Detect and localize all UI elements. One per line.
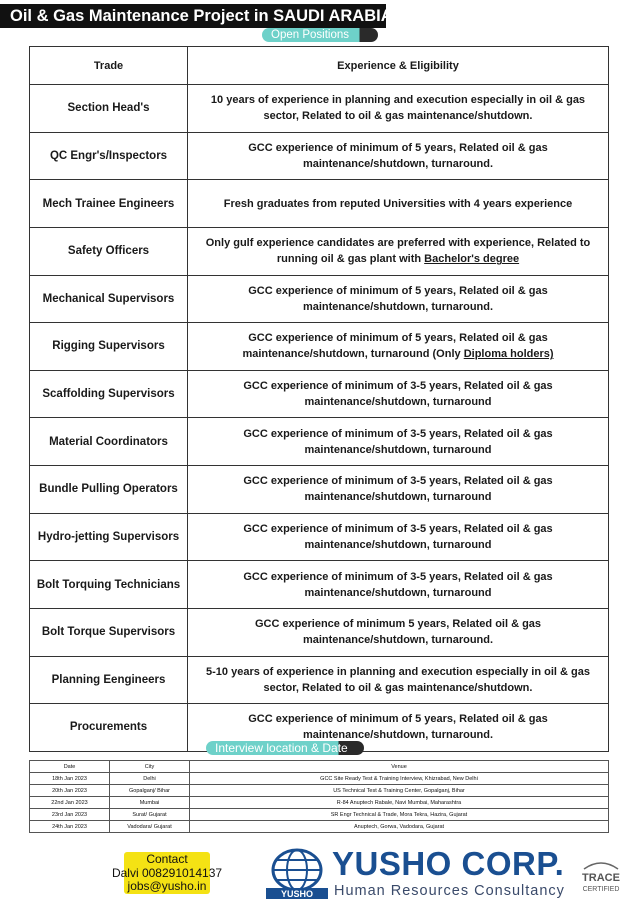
date-cell: 24th Jan 2023 — [30, 821, 110, 833]
date-cell: 23rd Jan 2023 — [30, 809, 110, 821]
table-row — [30, 773, 609, 785]
open-positions-label: Open Positions — [262, 28, 378, 42]
contact-phone[interactable]: Dalvi 008291014137 — [111, 865, 223, 880]
table-row — [30, 797, 609, 809]
experience-cell — [188, 323, 609, 371]
table-row — [30, 656, 609, 704]
experience-cell: GCC experience of minimum 5 years, Related oil & gas maintenance/shutdown, turnaround. — [188, 608, 609, 656]
venue-cell: Anuptech, Gorwa, Vadodara, Gujarat — [190, 821, 609, 833]
venue-column-header: Venue — [190, 761, 609, 773]
positions-header-row — [30, 47, 609, 85]
trade-cell: Planning Eengineers — [30, 656, 188, 704]
table-row — [30, 323, 609, 371]
trade-cell: Rigging Supervisors — [30, 323, 188, 371]
trade-cell: Safety Officers — [30, 227, 188, 275]
degree-requirement: Bachelor's degree — [424, 253, 520, 266]
date-column-header: Date — [30, 761, 110, 773]
table-row — [30, 466, 609, 514]
table-row — [30, 275, 609, 323]
trade-cell: Bundle Pulling Operators — [30, 466, 188, 514]
trade-cell: Section Head's — [30, 85, 188, 133]
experience-cell: GCC experience of minimum of 5 years, Related oil & gas maintenance/shutdown, turnaround. — [188, 704, 609, 752]
table-row — [30, 513, 609, 561]
table-row — [30, 608, 609, 656]
experience-cell: 5-10 years of experience in planning and execution especially in oil & gas sector, Related to oil & gas maintenance/shutdown. — [188, 656, 609, 704]
yusho-globe-logo-icon — [262, 848, 332, 900]
trade-cell: Scaffolding Supervisors — [30, 370, 188, 418]
trace-certified-badge-icon — [578, 855, 624, 895]
contact-email[interactable]: jobs@yusho.in — [127, 879, 207, 893]
trade-cell: QC Engr's/Inspectors — [30, 132, 188, 180]
interview-header-row — [30, 761, 609, 773]
city-cell: Gopalganj/ Bihar — [110, 785, 190, 797]
contact-heading: Contact — [146, 852, 188, 866]
table-row — [30, 821, 609, 833]
experience-text: GCC experience of minimum of 5 years, Related oil & gas maintenance/shutdown, turnaround (Only — [242, 332, 548, 361]
experience-cell: Fresh graduates from reputed Universities with 4 years experience — [188, 180, 609, 228]
contact-block — [98, 853, 236, 894]
trade-cell: Bolt Torque Supervisors — [30, 608, 188, 656]
venue-cell: R-84 Anuptech Rabale, Navi Mumbai, Maharashtra — [190, 797, 609, 809]
trade-cell: Mechanical Supervisors — [30, 275, 188, 323]
interview-table — [29, 760, 609, 833]
trade-cell: Hydro-jetting Supervisors — [30, 513, 188, 561]
table-row — [30, 561, 609, 609]
experience-cell: GCC experience of minimum of 3-5 years, Related oil & gas maintenance/shutdown, turnaround — [188, 370, 609, 418]
page-title: Oil & Gas Maintenance Project in SAUDI ARABIA — [0, 4, 386, 28]
brand-name: YUSHO CORP. — [332, 845, 565, 882]
city-cell: Mumbai — [110, 797, 190, 809]
table-row — [30, 132, 609, 180]
experience-cell: GCC experience of minimum of 5 years, Related oil & gas maintenance/shutdown, turnaround. — [188, 275, 609, 323]
table-row — [30, 785, 609, 797]
experience-column-header: Experience & Eligibility — [188, 47, 609, 85]
interview-location-label: Interview location & Date — [206, 741, 364, 755]
experience-cell: GCC experience of minimum of 3-5 years, Related oil & gas maintenance/shutdown, turnaround — [188, 418, 609, 466]
experience-cell: GCC experience of minimum of 3-5 years, Related oil & gas maintenance/shutdown, turnaround — [188, 513, 609, 561]
trace-text: TRACE — [582, 872, 620, 884]
venue-cell: US Technical Test & Training Center, Gopalganj, Bihar — [190, 785, 609, 797]
table-row — [30, 370, 609, 418]
table-row — [30, 227, 609, 275]
date-cell: 22nd Jan 2023 — [30, 797, 110, 809]
city-column-header: City — [110, 761, 190, 773]
experience-cell: 10 years of experience in planning and execution especially in oil & gas sector, Related to oil & gas maintenance/shutdown. — [188, 85, 609, 133]
venue-cell: GCC Site Ready Test & Training Interview, Khizrabad, New Delhi — [190, 773, 609, 785]
experience-cell: GCC experience of minimum of 3-5 years, Related oil & gas maintenance/shutdown, turnaround — [188, 466, 609, 514]
table-row — [30, 85, 609, 133]
date-cell: 20th Jan 2023 — [30, 785, 110, 797]
experience-text: Only gulf experience candidates are preferred with experience, Related to running oil & gas plant with — [205, 237, 591, 266]
trade-cell: Procurements — [30, 704, 188, 752]
venue-cell: SR Engr Technical & Trade, Mora Tekra, Hazira, Gujarat — [190, 809, 609, 821]
trade-cell: Bolt Torquing Technicians — [30, 561, 188, 609]
experience-cell: GCC experience of minimum of 3-5 years, Related oil & gas maintenance/shutdown, turnaround — [188, 561, 609, 609]
certified-text: CERTIFIED — [582, 886, 620, 893]
table-row — [30, 809, 609, 821]
experience-cell — [188, 227, 609, 275]
city-cell: Surat/ Gujarat — [110, 809, 190, 821]
experience-cell: GCC experience of minimum of 5 years, Related oil & gas maintenance/shutdown, turnaround. — [188, 132, 609, 180]
trade-cell: Material Coordinators — [30, 418, 188, 466]
table-row — [30, 180, 609, 228]
brand-tagline: Human Resources Consultancy — [334, 883, 565, 899]
table-row — [30, 418, 609, 466]
positions-table — [29, 46, 609, 752]
trade-cell: Mech Trainee Engineers — [30, 180, 188, 228]
trade-column-header: Trade — [30, 47, 188, 85]
logo-text: YUSHO — [280, 889, 314, 899]
diploma-requirement: Diploma holders) — [463, 348, 554, 361]
date-cell: 18th Jan 2023 — [30, 773, 110, 785]
city-cell: Delhi — [110, 773, 190, 785]
city-cell: Vadodara/ Gujarat — [110, 821, 190, 833]
